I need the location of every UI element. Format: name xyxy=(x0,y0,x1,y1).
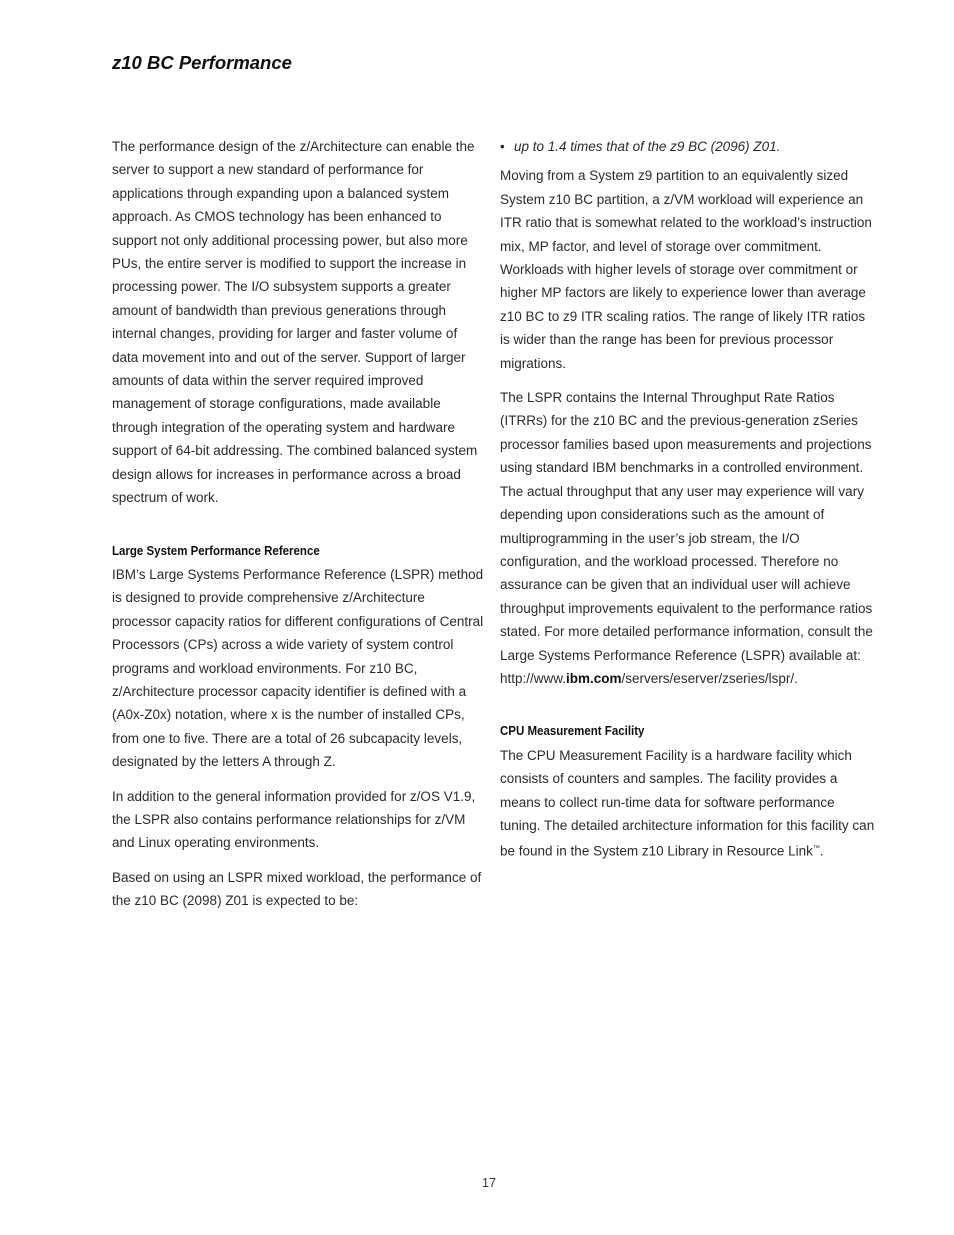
lspr-paragraph-1: IBM’s Large Systems Performance Reference (LSPR) method is designed to provide comprehensive z/Architecture processor capacity ratios for different configurations of Central Processors (CPs) across a wide variety of system control programs and workload environments. For z10 BC, z/Architecture processor capacity identifier is defined with a (A0x-Z0x) notation, where x is the number of installed CPs, from one to five. There are a total of 26 subcapacity levels, designated by the letters A through Z. xyxy=(112,566,484,770)
itrr-text: The LSPR contains the Internal Throughput Rate Ratios (ITRRs) for the z10 BC and the previous-generation zSeries processor families based upon measurements and projections using standard IBM benchmarks in a controlled environment. The actual throughput that any user may experience will vary depending upon considerations such as the amount of multiprogramming in the user’s job stream, the I/O configuration, and the workload processed. Therefore no assurance can be given that an individual user will achieve throughput improvements equivalent to the performance ratios stated. For more detailed performance information, consult the Large Systems Performance Reference (LSPR) available at: xyxy=(500,390,873,663)
zvm-paragraph: Moving from a System z9 partition to an equivalently sized System z10 BC partition, a z/VM workload will experience an ITR ratio that is somewhat related to the workload’s instruction mix, MP factor, and level of storage over commitment. Workloads with higher levels of storage over commitment or higher MP factors are likely to experience lower than average z10 BC to z9 ITR scaling ratios. The range of likely ITR ratios is wider than the range has been for previous processor migrations. xyxy=(500,168,872,371)
lspr-paragraph-2: In addition to the general information provided for z/OS V1.9, the LSPR also contains performance relationships for z/VM and Linux operating environments. xyxy=(112,788,476,851)
itrr-paragraph xyxy=(500,386,875,690)
page-number: 17 xyxy=(482,1176,496,1190)
left-column xyxy=(112,135,484,913)
url-path: /servers/eserver/zseries/lspr/. xyxy=(621,670,798,686)
cpu-text: The CPU Measurement Facility is a hardware facility which consists of counters and samples. The facility provides a means to collect run-time data for software performance tuning. The detailed architecture information for this facility can be found in the System z10 Library in Resource Link xyxy=(500,747,875,859)
url-prefix: http://www. xyxy=(500,670,567,686)
page-title: z10 BC Performance xyxy=(112,52,292,73)
url-domain: ibm.com xyxy=(566,670,622,686)
cpu-end: . xyxy=(819,843,824,859)
bullet-text: up to 1.4 times that of the z9 BC (2096) Z01. xyxy=(514,139,781,154)
cpu-heading: CPU Measurement Facility xyxy=(500,724,645,739)
lspr-url[interactable] xyxy=(500,671,798,686)
performance-bullet xyxy=(500,135,875,158)
lspr-heading: Large System Performance Reference xyxy=(112,543,320,558)
right-column xyxy=(500,135,875,863)
intro-paragraph: The performance design of the z/Architecture can enable the server to support a new standard of performance for applications through expanding upon a balanced system approach. As CMOS technology has been enhanced to support not only additional processing power, but also more PUs, the entire server is modified to support the increase in processing power. The I/O subsystem supports a greater amount of bandwidth than previous generations through internal changes, providing for larger and faster volume of data movement into and out of the server. Support of larger amounts of data within the server required improved management of storage configurations, made available through integration of the operating system and hardware support of 64-bit addressing. The combined balanced system design allows for increases in performance across a broad spectrum of work. xyxy=(112,139,478,506)
cpu-paragraph xyxy=(500,744,875,864)
trademark-mark: ™ xyxy=(812,845,820,853)
lspr-paragraph-3: Based on using an LSPR mixed workload, the performance of the z10 BC (2098) Z01 is expected to be: xyxy=(112,869,482,909)
bullet-icon: • xyxy=(500,139,505,154)
